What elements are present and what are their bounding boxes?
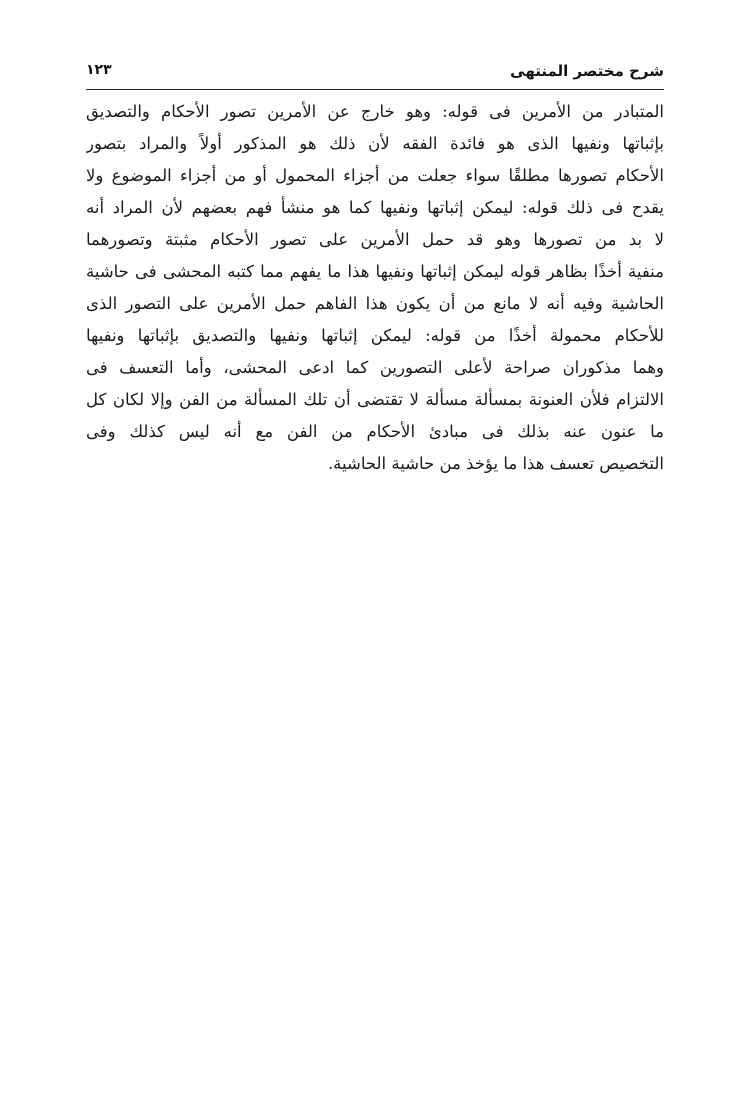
text-line: للأحكام محمولة أخذًا من قوله: ليمكن إثباتها ونفيها والتصديق بإثباتها ونفيها — [86, 326, 664, 345]
text-line: ما عنون عنه بذلك فى مبادئ الأحكام من الفن مع أنه ليس كذلك وفى — [86, 422, 664, 441]
text-line: لا بد من تصورها وهو قد حمل الأمرين على تصور الأحكام مثبتة وتصورهما — [86, 230, 664, 249]
page-header — [86, 58, 664, 88]
running-title: شرح مختصر المنتهى — [510, 62, 664, 80]
text-line: الالتزام فلأن العنونة بمسألة مسألة لا تقتضى أن تلك المسألة من الفن وإلا لكان كل — [86, 390, 664, 409]
text-line: وهما مذكوران صراحة لأعلى التصورين كما ادعى المحشى، وأما التعسف فى — [86, 358, 664, 377]
body-text — [86, 96, 664, 480]
text-line: التخصيص تعسف هذا ما يؤخذ من حاشية الحاشية. — [327, 454, 664, 473]
text-line: المتبادر من الأمرين فى قوله: وهو خارج عن الأمرين تصور الأحكام والتصديق — [86, 102, 664, 121]
text-line: يقدح فى ذلك قوله: ليمكن إثباتها ونفيها كما هو منشأ فهم بعضهم لأن المراد أنه — [86, 198, 664, 217]
text-line: بإثباتها ونفيها الذى هو فائدة الفقه لأن ذلك هو المذكور أولاً والمراد بتصور — [86, 134, 664, 153]
text-line: منفية أخذًا بظاهر قوله ليمكن إثباتها ونفيها هذا ما يفهم مما كتبه المحشى فى حاشية — [86, 262, 664, 281]
text-line: الحاشية وفيه أنه لا مانع من أن يكون هذا الفاهم حمل الأمرين على التصور الذى — [86, 294, 664, 313]
text-line: الأحكام تصورها مطلقًا سواء جعلت من أجزاء المحمول أو من أجزاء الموضوع ولا — [86, 166, 664, 185]
page-number: ١٢٣ — [86, 62, 112, 78]
header-divider — [86, 89, 664, 90]
